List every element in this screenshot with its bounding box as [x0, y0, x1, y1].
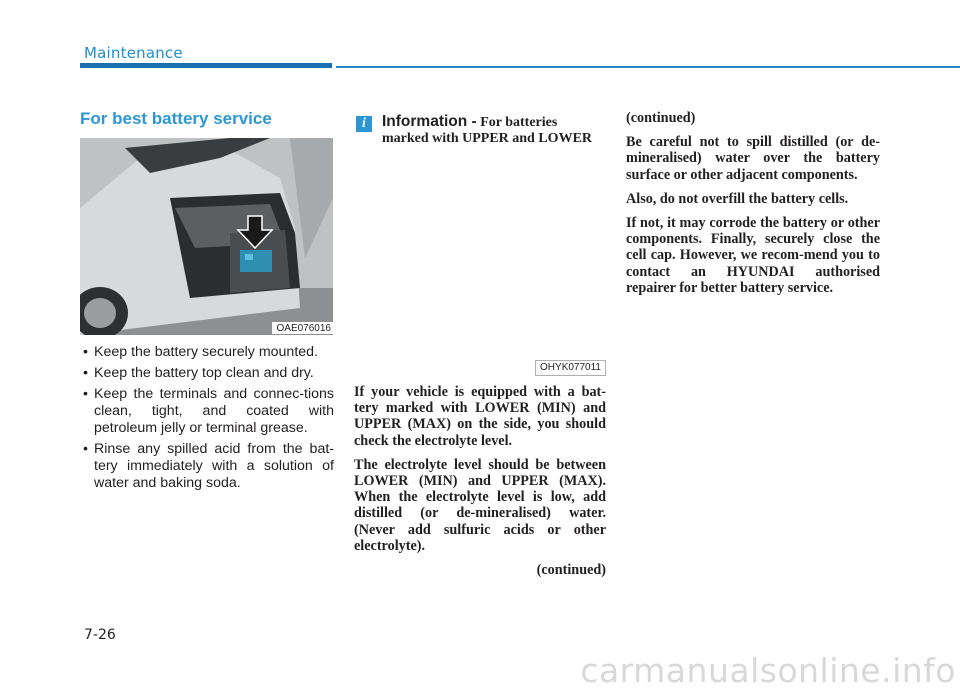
header-rule-thick — [80, 63, 332, 68]
paragraph: If your vehicle is equipped with a bat-tery marked with LOWER (MIN) and UPPER (MAX) on the side, you should check the electrolyte level. — [354, 384, 606, 449]
trunk-battery-photo — [80, 138, 333, 335]
information-subject: For batteries marked with UPPER and LOWER — [382, 115, 593, 146]
information-header — [354, 114, 606, 147]
battery-tips-list — [80, 344, 334, 496]
electrolyte-instructions — [354, 384, 606, 586]
bullet-icon: • — [83, 441, 88, 457]
continued-note: (continued) — [536, 562, 606, 579]
paragraph: Be careful not to spill distilled (or de-mineralised) water over the battery surface or other adjacent components. — [626, 134, 880, 183]
photo-code: OAE076016 — [272, 322, 334, 334]
section-title: Maintenance — [84, 44, 183, 62]
bullet-icon: • — [83, 344, 88, 360]
car-trunk-illustration — [80, 138, 333, 335]
information-title — [382, 114, 606, 147]
header-rule-thin — [336, 66, 960, 68]
image-code: OHYK077011 — [535, 360, 606, 376]
watermark: carmanualsonline.info — [580, 651, 956, 690]
list-item: • Keep the battery top clean and dry. — [83, 365, 314, 381]
bullet-icon: • — [83, 386, 88, 402]
list-item: • Rinse any spilled acid from the bat-tery immediately with a solution of water and baking soda. — [83, 441, 334, 491]
continued-instructions — [626, 110, 880, 304]
bullet-icon: • — [83, 365, 88, 381]
information-box — [354, 113, 606, 373]
list-item: • Keep the battery securely mounted. — [83, 344, 318, 360]
list-item: • Keep the terminals and connec-tions clean, tight, and coated with petroleum jelly or terminal grease. — [83, 386, 334, 436]
information-icon: i — [356, 116, 372, 132]
information-label: Information - — [382, 113, 477, 130]
section-heading: For best battery service — [80, 109, 272, 128]
paragraph: The electrolyte level should be between LOWER (MIN) and UPPER (MAX). When the electrolyte level is low, add distilled (or de-mineralised) water. (Never add sulfuric acids or other electrolyte). — [354, 456, 606, 554]
page-number: 7-26 — [84, 627, 116, 643]
paragraph: If not, it may corrode the battery or other components. Finally, securely close the cell cap. However, we recom-mend you to contact an HYUNDAI authorised repairer for better battery service. — [626, 215, 880, 296]
continued-header: (continued) — [626, 110, 696, 126]
paragraph: Also, do not overfill the battery cells. — [626, 190, 849, 207]
